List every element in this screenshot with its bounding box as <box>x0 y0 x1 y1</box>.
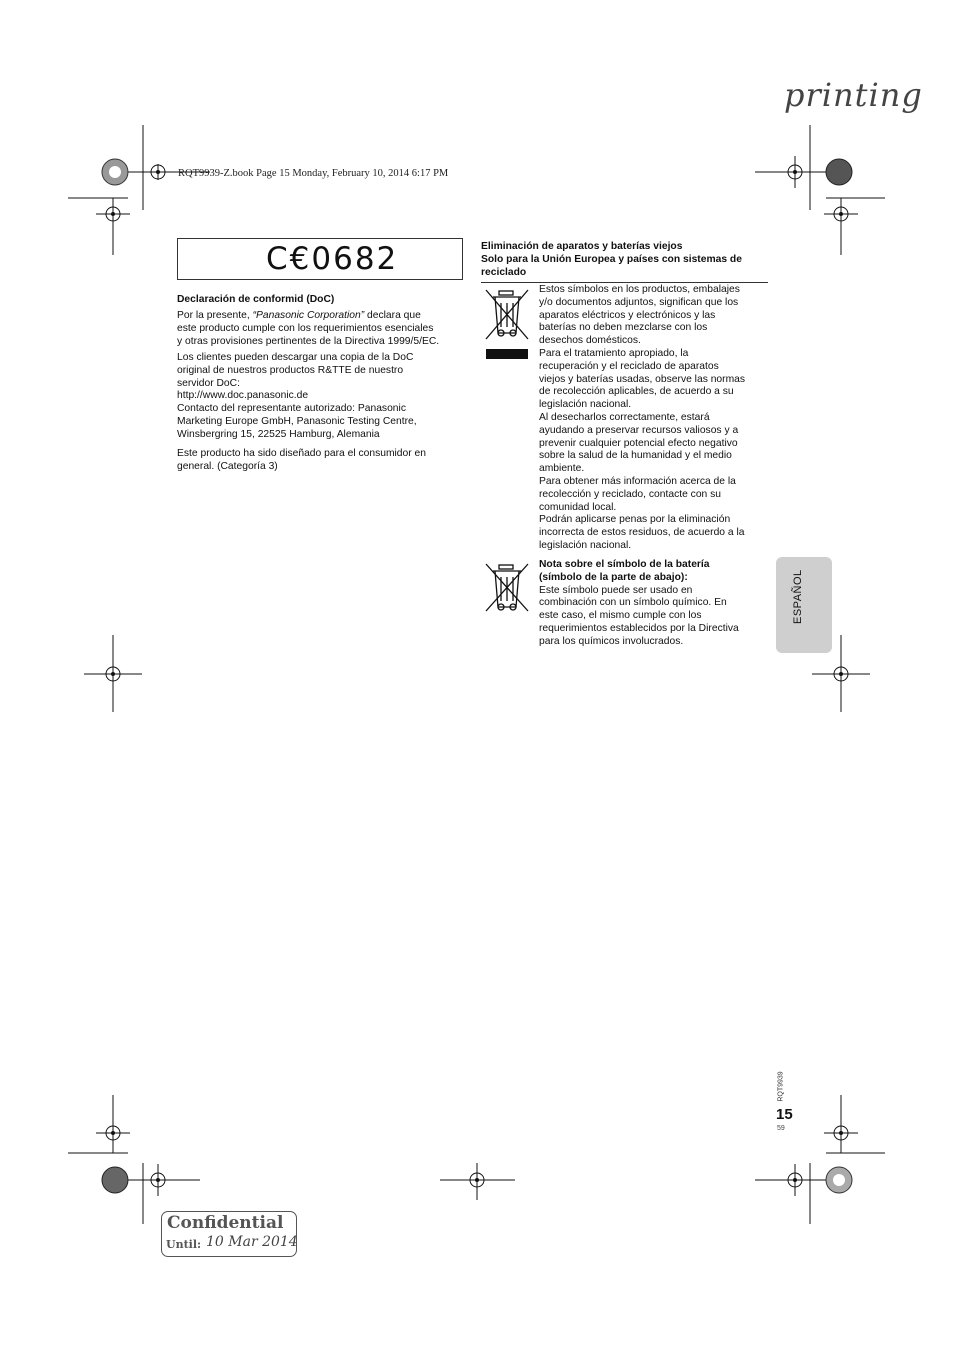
battery-note-block: Nota sobre el símbolo de la batería (símbolo de la parte de abajo): Este símbolo puede ser usado en combinación con un símbolo químico. En este caso, el mismo cumple con los requerimientos establecidos por la Directiva para los químicos involucrados. <box>539 559 739 647</box>
confidential-title: Confidential <box>167 1213 284 1233</box>
language-tab <box>776 557 832 653</box>
book-info-line: RQT9939-Z.book Page 15 Monday, February 10, 2014 6:17 PM <box>178 168 449 179</box>
disposal-heading: Eliminación de aparatos y baterías viejos Solo para la Unión Europea y países con sistemas de reciclado <box>481 241 742 278</box>
doc-paragraph-2: Los clientes pueden descargar una copia de la DoC original de nuestros productos R&TTE de nuestro servidor DoC: http://www.doc.panasonic.de Contacto del representante autorizado: Panasonic Marketing Europe GmbH, Panasonic Testing Centre, Winsbergring 15, 22525 Hamburg, Alemania <box>177 352 467 442</box>
doc-paragraph-3: Este producto ha sido diseñado para el consumidor en general. (Categoría 3) <box>177 448 427 472</box>
language-tab-label: ESPAÑOL <box>792 569 804 624</box>
doc-url: http://www.doc.panasonic.de <box>177 390 309 402</box>
disposal-text-block: Estos símbolos en los productos, embalajes y/o documentos adjuntos, significan que los aparatos eléctricos y electrónicos y las baterías no deben mezclarse con los desechos domésticos. Para el tratamiento apropiado, la recuperación y el reciclado de aparatos viejos y baterías usadas, observe las normas de recolección aplicables, de acuerdo a su legislación nacional. Al desecharlos correctamente, estará ayudando a preservar recursos valiosos y a prevenir cualquier potencial efecto negativo sobre la salud de la humanidad y el medio ambiente. Para obtener más información acerca de la recolección y reciclado, contacte con su comunidad local. Podrán aplicarse penas por la eliminación incorrecta de estos residuos, de acuerdo a la legislación nacional. <box>539 284 746 551</box>
doc-id: RQT9939 <box>777 1071 785 1102</box>
confidential-until-label: Until: <box>166 1238 202 1251</box>
heading-divider <box>481 282 768 283</box>
page-number: 15 <box>776 1106 793 1123</box>
company-name: “Panasonic Corporation” <box>252 310 365 321</box>
doc-paragraph-1: Por la presente, “Panasonic Corporation” declara que este producto cumple con los requerimientos esenciales y otras provisiones pertinentes de la Directiva 1999/5/EC. <box>177 310 440 347</box>
confidential-date: 10 Mar 2014 <box>206 1234 298 1250</box>
doc-heading: Declaración de conformid (DoC) <box>177 294 335 305</box>
sub-page-number: 59 <box>777 1125 785 1132</box>
crossed-bin-icon <box>483 287 531 361</box>
ce-mark-label: C€0682 <box>266 241 399 277</box>
battery-bin-icon <box>483 561 531 615</box>
printing-watermark: printing <box>784 76 923 114</box>
